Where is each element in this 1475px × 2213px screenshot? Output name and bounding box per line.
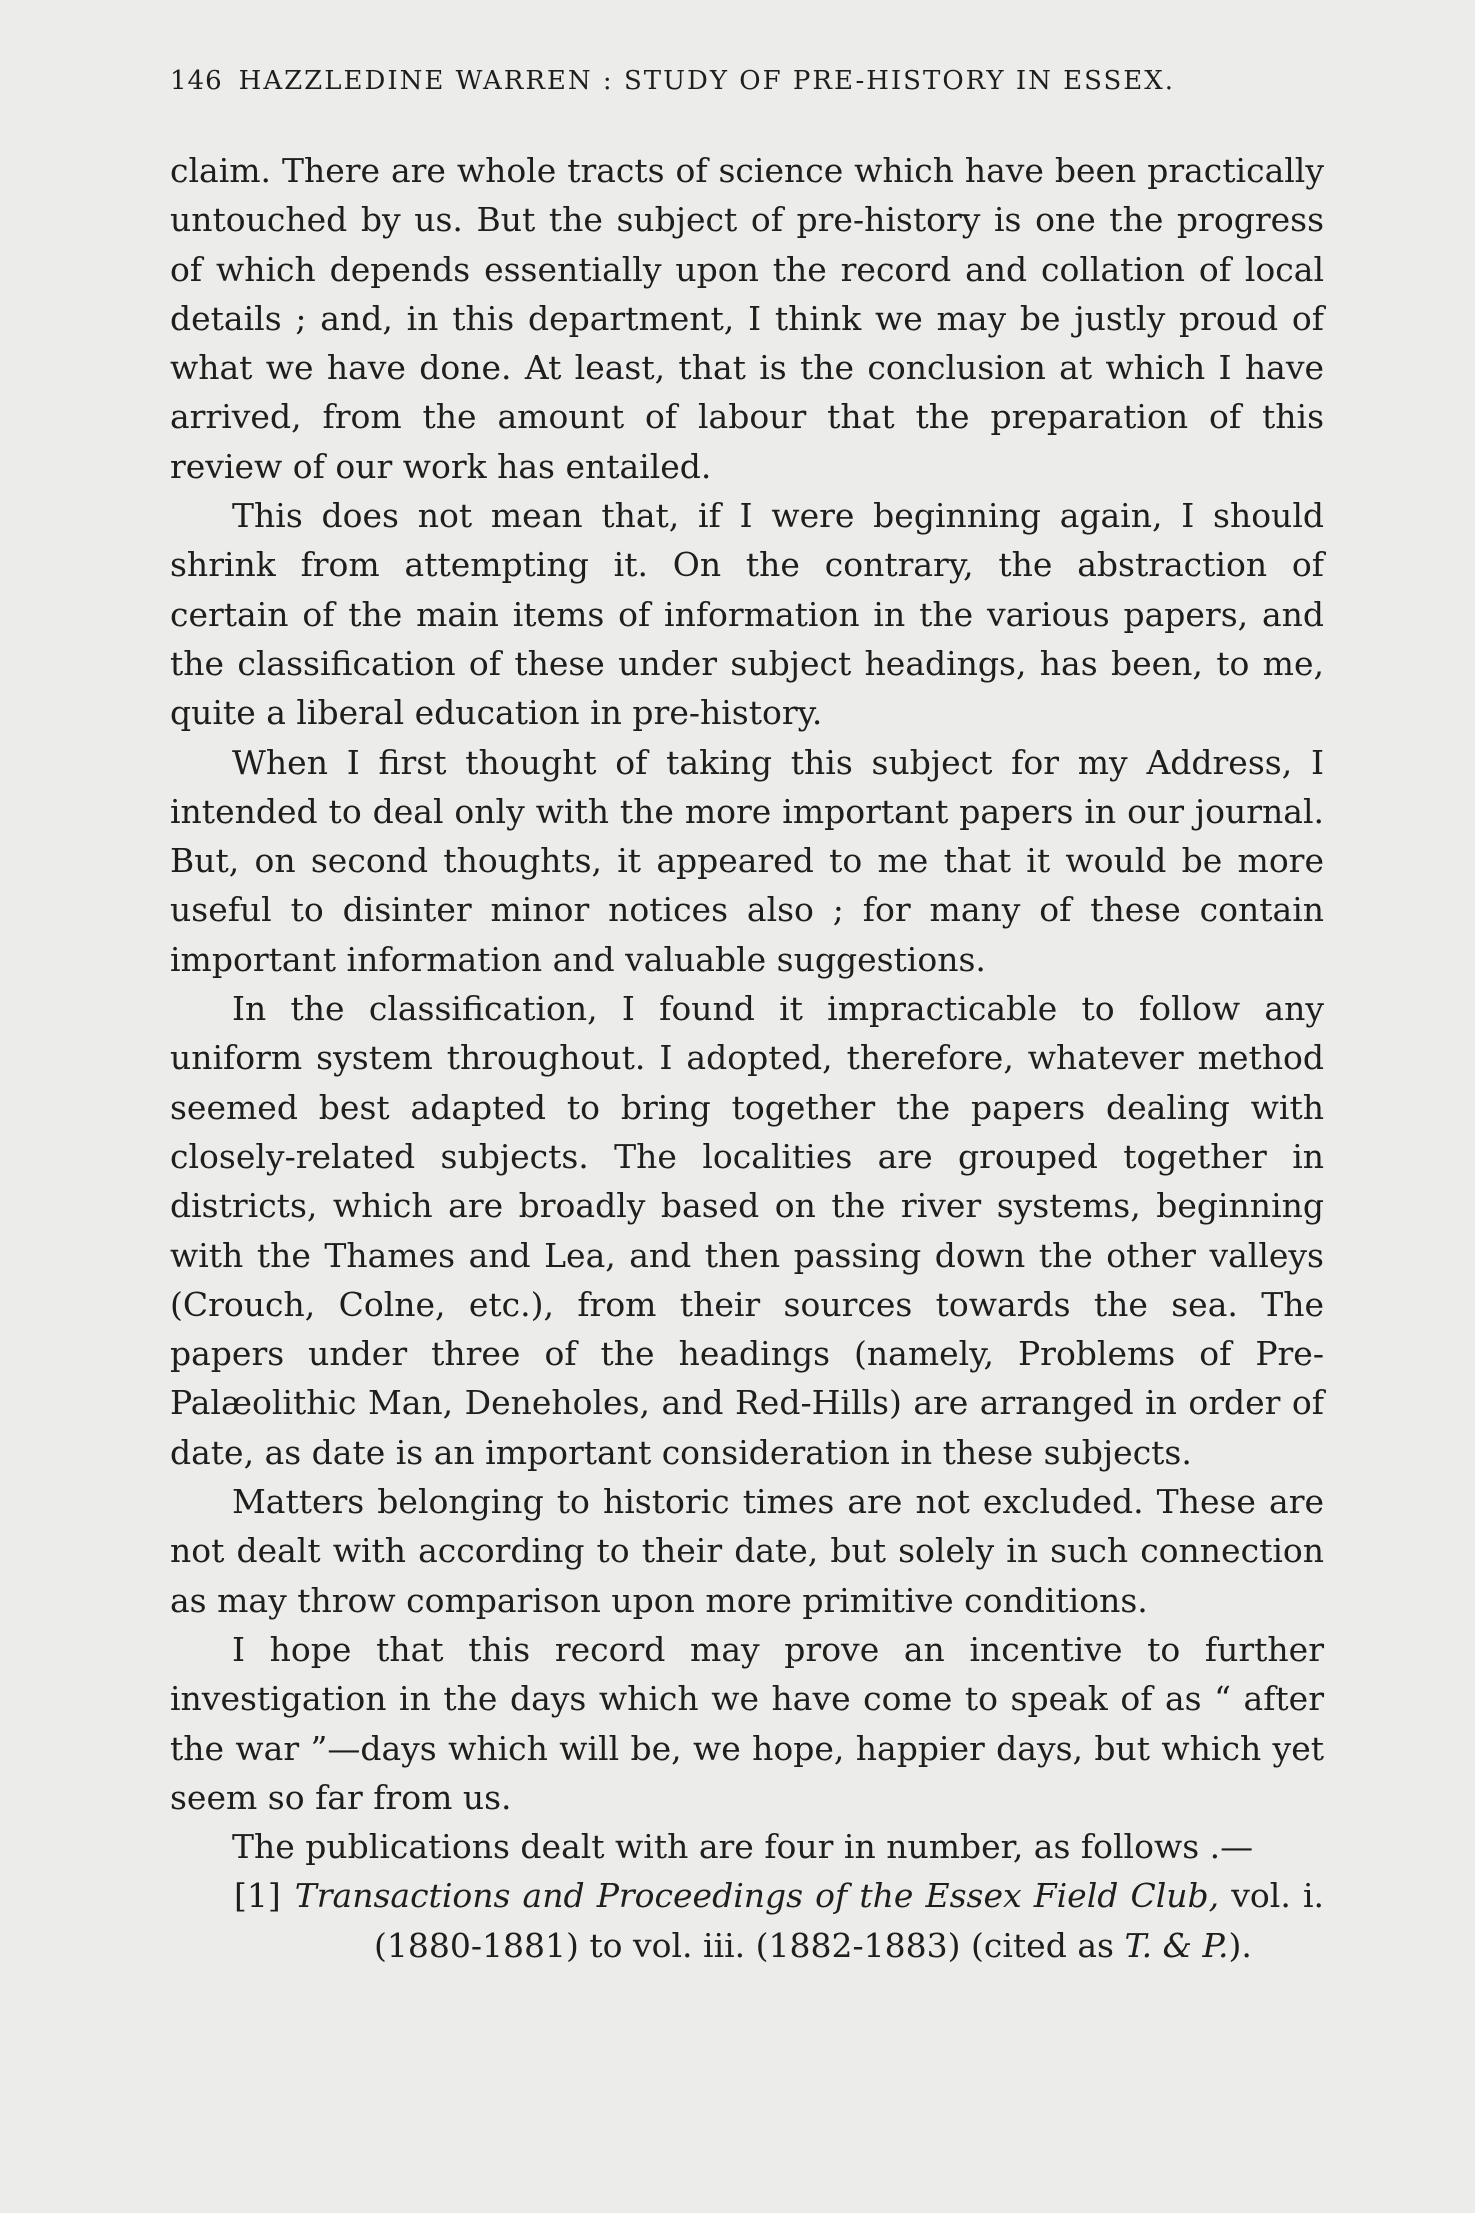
reference-citation: T. & P. xyxy=(1124,1925,1229,1965)
reference-item xyxy=(170,1871,1324,1970)
paragraph: Matters belonging to historic times are not excluded. These are not dealt with according to their date, but solely in such connection as may throw comparison upon more primitive conditions. xyxy=(170,1482,1324,1620)
page-number: 146 xyxy=(170,66,223,96)
reference-details: vol. i. (1880-1881) to vol. iii. (1882-1883) (cited as xyxy=(374,1876,1324,1965)
paragraph: When I first thought of taking this subject for my Address, I intended to deal only with the more important papers in our journal. But, on second thoughts, it appeared to me that it would be more useful to disinter minor notices also ; for many of these contain important information and valuable suggestions. xyxy=(170,742,1324,979)
paragraph: In the classification, I found it impracticable to follow any uniform system throughout. I adopted, therefore, whatever method seemed best adapted to bring together the papers dealing with closely-related subjects. The localities are grouped together in districts, which are broadly based on the river systems, beginning with the Thames and Lea, and then passing down the other valleys (Crouch, Colne, etc.), from their sources towards the sea. The papers under three of the headings (namely, Problems of Pre-Palæolithic Man, Deneholes, and Red-Hills) are arranged in order of date, as date is an important consideration in these subjects. xyxy=(170,989,1324,1472)
paragraph: The publications dealt with are four in number, as follows .— xyxy=(232,1827,1254,1867)
running-title: HAZZLEDINE WARREN : STUDY OF PRE-HISTORY IN ESSEX. xyxy=(238,66,1176,96)
paragraph: I hope that this record may prove an incentive to further investigation in the days which we have come to speak of as “ after the war ”—days which will be, we hope, happier days, but which yet seem so far from us. xyxy=(170,1629,1324,1817)
running-head xyxy=(170,66,1320,96)
body-text xyxy=(170,146,1324,1970)
paragraph-continued: claim. There are whole tracts of science which have been practically untouched by us. But the subject of pre-history is one the progress of which depends essentially upon the record and collation of local details ; and, in this department, I think we may be justly proud of what we have done. At least, that is the conclusion at which I have arrived, from the amount of labour that the preparation of this review of our work has entailed. xyxy=(170,151,1324,486)
reference-title: Transactions and Proceedings of the Essex Field Club, xyxy=(294,1876,1220,1916)
reference-closing: ). xyxy=(1228,1925,1252,1965)
reference-number: [1] xyxy=(234,1876,281,1916)
paragraph: This does not mean that, if I were beginning again, I should shrink from attempting it. On the contrary, the abstraction of certain of the main items of information in the various papers, and the classification of these under subject headings, has been, to me, quite a liberal education in pre-history. xyxy=(170,496,1324,733)
